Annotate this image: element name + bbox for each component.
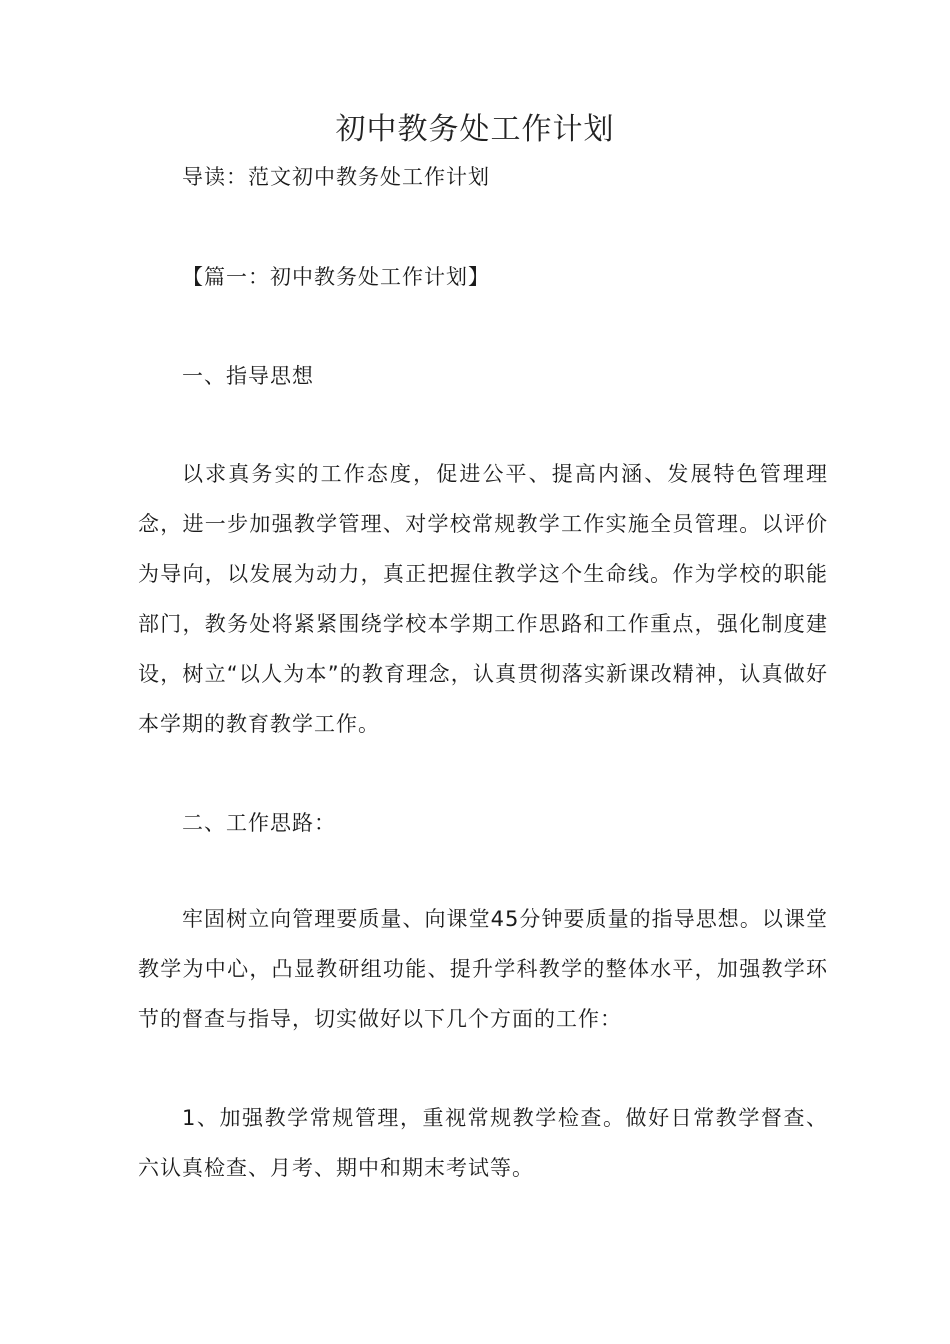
paragraph-guiding-ideology: 以求真务实的工作态度，促进公平、提高内涵、发展特色管理理念，进一步加强教学管理、对学校常规教学工作实施全员管理。以评价为导向，以发展为动力，真正把握住教学这个生命线。作为学校的职能部门，教务处将紧紧围绕学校本学期工作思路和工作重点，强化制度建设，树立“以人为本”的教育理念，认真贯彻落实新课改精神，认真做好本学期的教育教学工作。 xyxy=(138,462,828,736)
document-title: 初中教务处工作计划 xyxy=(335,112,615,147)
heading-work-approach: 二、工作思路： xyxy=(182,811,336,835)
paragraph-work-approach: 牢固树立向管理要质量、向课堂45分钟要质量的指导思想。以课堂教学为中心，凸显教研组功能、提升学科教学的整体水平，加强教学环节的督查与指导，切实做好以下几个方面的工作： xyxy=(138,907,828,1031)
section-heading: 【篇一：初中教务处工作计划】 xyxy=(182,265,490,289)
intro-line: 导读：范文初中教务处工作计划 xyxy=(182,165,490,189)
heading-guiding-ideology: 一、指导思想 xyxy=(182,364,314,388)
paragraph-item-1: 1、加强教学常规管理，重视常规教学检查。做好日常教学督查、六认真检查、月考、期中和期末考试等。 xyxy=(138,1106,828,1180)
